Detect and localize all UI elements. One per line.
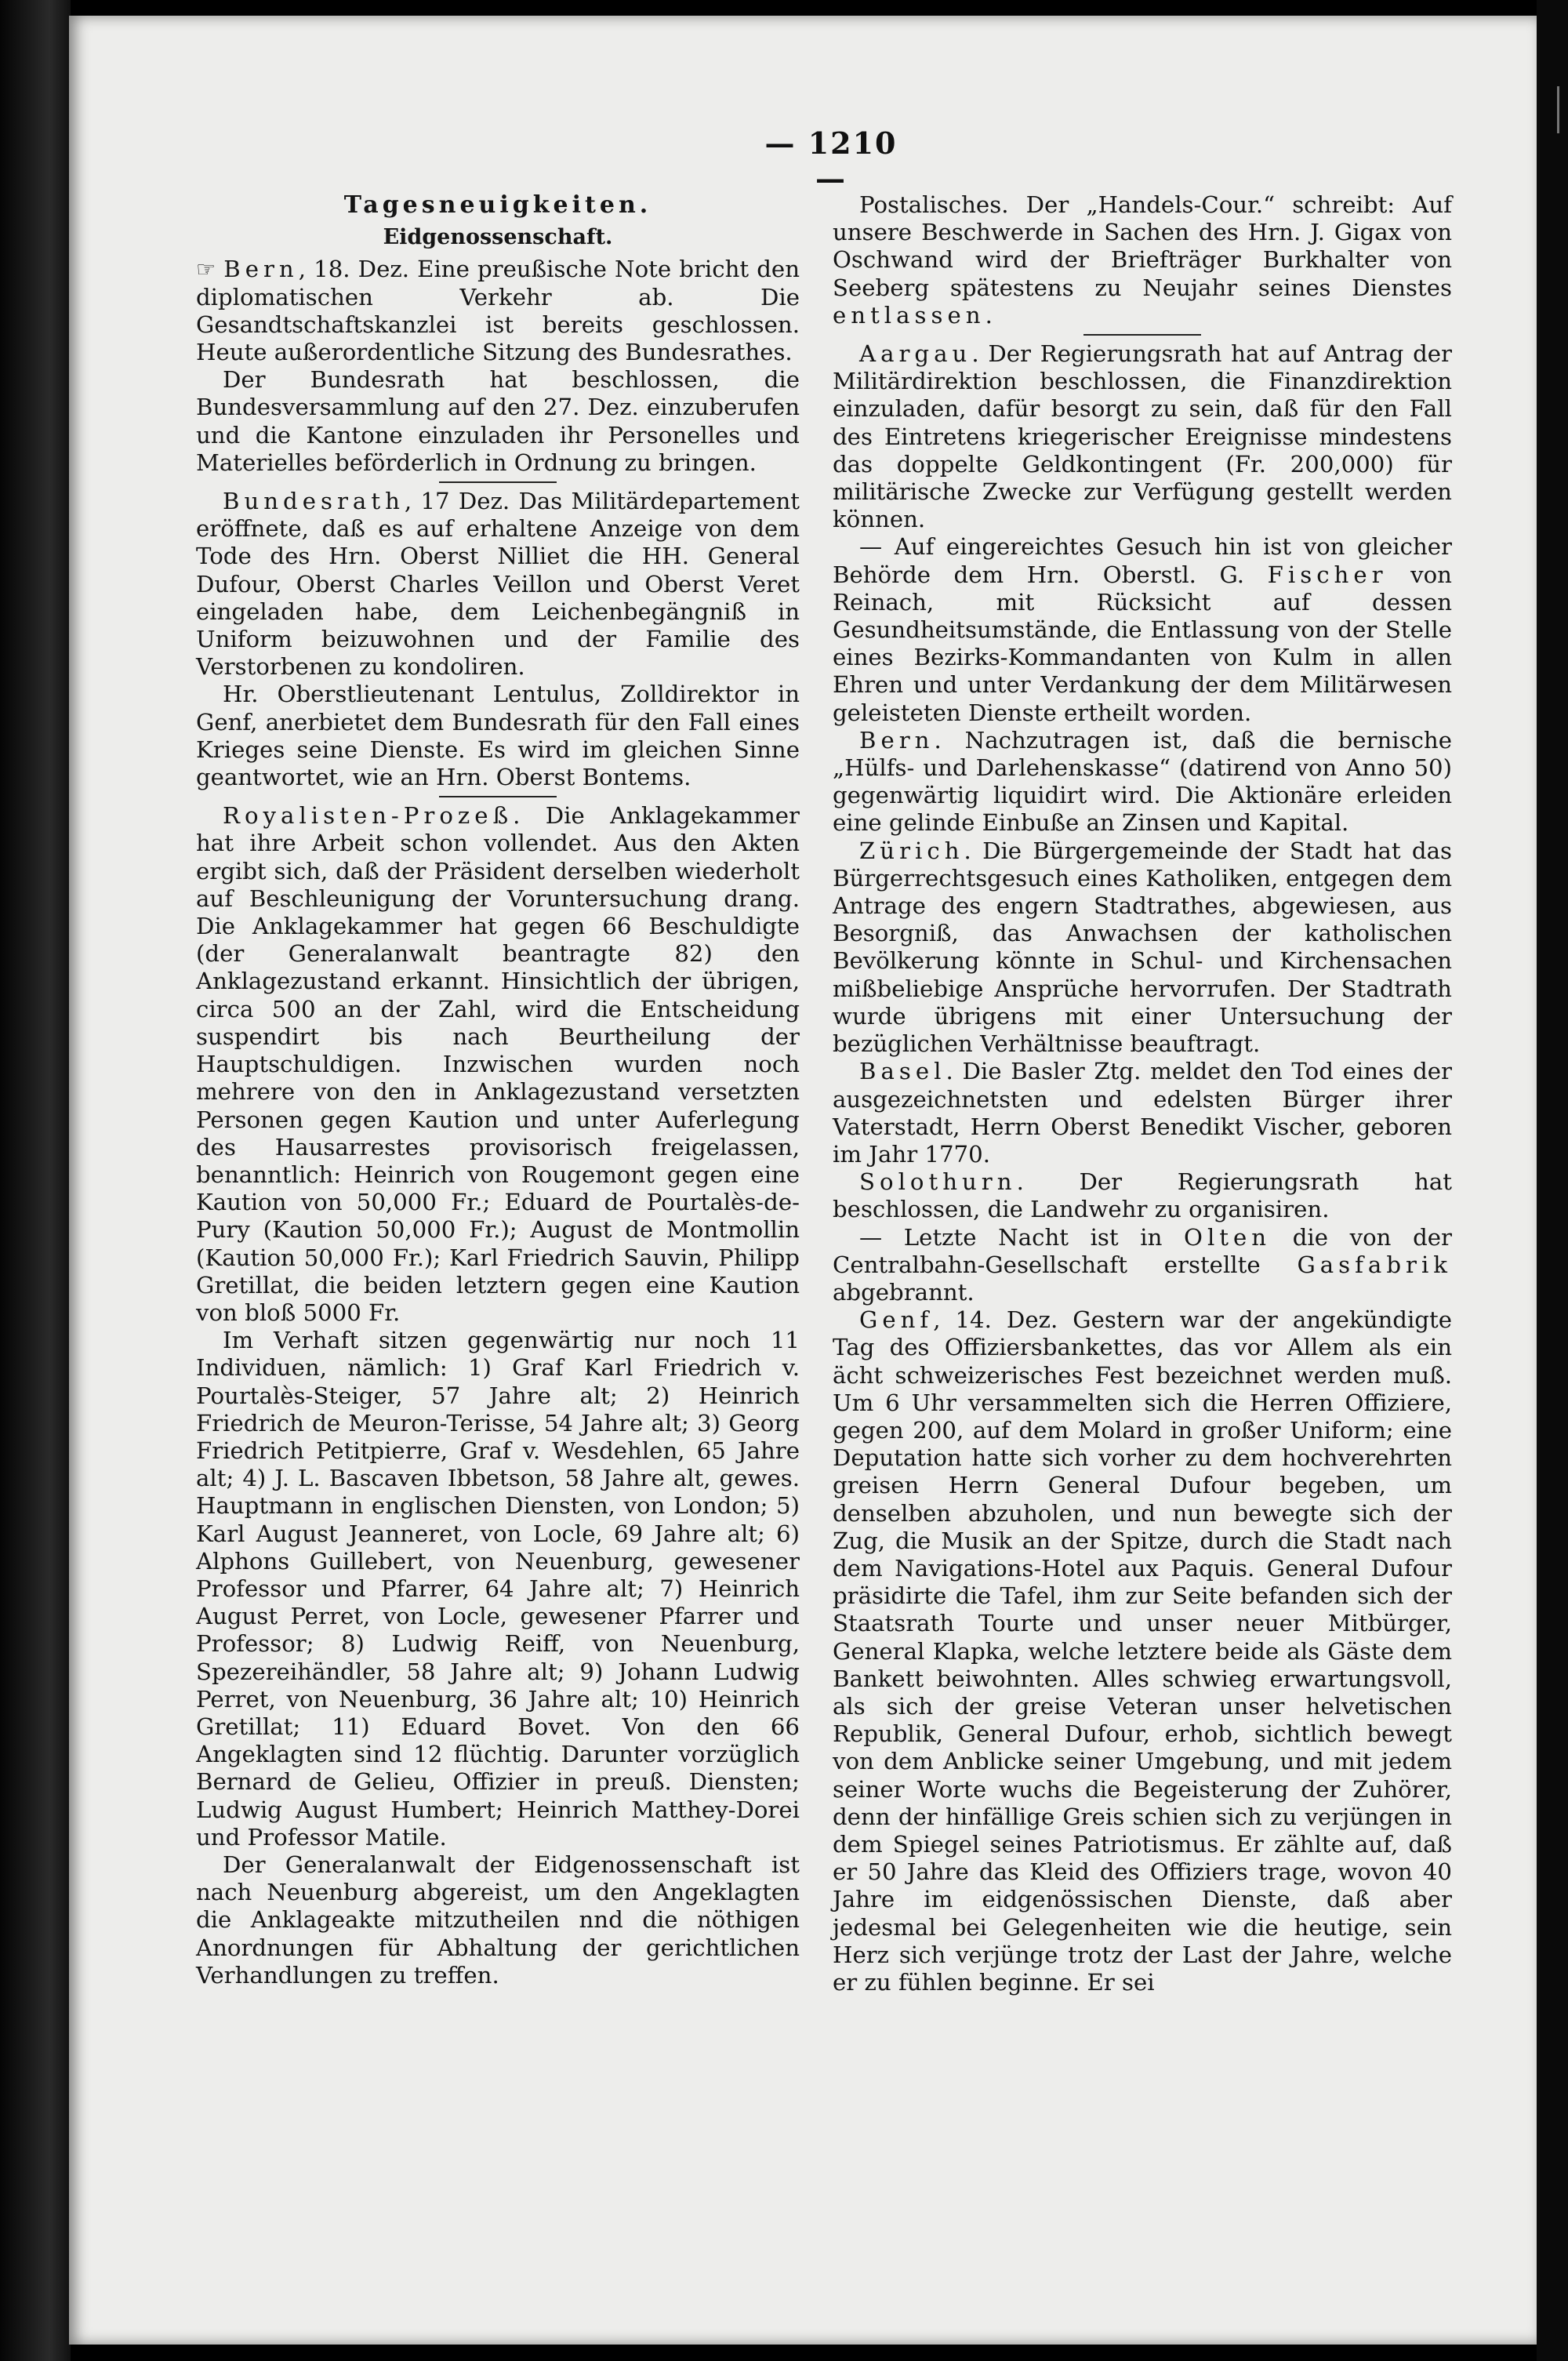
divider (439, 796, 557, 797)
article-zurich-text: . Die Bürgergemeinde der Stadt hat das Bürgerrechtsgesuch eines Katholiken, entgegen dem Antrage des engern Stadtrathes, abgewiesen, aus Besorgniß, das Anwachsen der katholischen Bevölkerung könnte in Schul- und Kirchensachen mißbeliebige Ansprüche hervorrufen. Der Stadtrath wurde übrigens mit einer Untersuchung der bezüglichen Verhältnisse beauftragt. (833, 837, 1452, 1058)
article-verhaft: Im Verhaft sitzen gegenwärtig nur noch 11 Individuen, nämlich: 1) Graf Karl Friedrich v. Pourtalès-Steiger, 57 Jahre alt; 2) Heinrich Friedrich de Meuron-Terisse, 54 Jahre alt; 3) Georg Friedrich Petitpierre, Graf v. Wesdehlen, 65 Jahre alt; 4) J. L. Bascaven Ibbetson, 58 Jahre alt, gewes. Hauptmann in englischen Diensten, von London; 5) Karl August Jeanneret, von Locle, 69 Jahre alt; 6) Alphons Guillebert, von Neuenburg, gewesener Professor und Pfarrer, 64 Jahre alt; 7) Heinrich August Perret, von Locle, gewesener Pfarrer und Professor; 8) Ludwig Reiff, von Neuenburg, Spezereihändler, 58 Jahre alt; 9) Johann Ludwig Perret, von Neuenburg, 36 Jahre alt; 10) Heinrich Gretillat; 11) Eduard Bovet. Von den 66 Angeklagten sind 12 flüchtig. Darunter vorzüglich Bernard de Gelieu, Offizier in preuß. Diensten; Ludwig August Humbert; Heinrich Matthey-Dorei und Professor Matile. (196, 1327, 800, 1851)
article-olten-text-a: — Letzte Nacht ist in (859, 1223, 1163, 1251)
article-solothurn-text: . Der Regierungsrath hat beschlossen, die Landwehr zu organisiren. (833, 1168, 1452, 1223)
section-title: Tagesneuigkeiten. (343, 191, 652, 219)
article-bern-2-text: . Nachzutragen ist, daß die bernische „Hülfs- und Darlehenskasse“ (datirend von Anno 50) gegenwärtig liquidirt wird. Die Aktionäre erleiden eine gelinde Einbuße an Zinsen und Kapital. (833, 726, 1452, 837)
place-olten: Olten (1184, 1223, 1272, 1251)
page-number: — 1210 — (764, 125, 898, 196)
article-postalisches-end: entlassen. (833, 301, 997, 329)
place-bern: Bern (223, 256, 299, 283)
divider (439, 481, 557, 483)
pointing-hand-icon: ☞ (196, 256, 216, 283)
page-right-edge (1537, 0, 1568, 2361)
divider (1083, 334, 1201, 336)
word-gasfabrik: Gasfabrik (1297, 1251, 1452, 1278)
article-basel-text: . Die Basler Ztg. meldet den Tod eines der ausgezeichnetsten und edelsten Bürger ihrer Vaterstadt, Herrn Oberst Benedikt Vischer, geboren im Jahr 1770. (833, 1058, 1452, 1168)
place-genf: Genf (859, 1306, 934, 1334)
article-basel (833, 1058, 1452, 1168)
article-bundesrath-1: Der Bundesrath hat beschlossen, die Bundesversammlung auf den 27. Dez. einzuberufen und die Kantone einzuladen ihr Personelles und Materielles beförderlich in Ordnung zu bringen. (196, 366, 800, 476)
article-royalisten (196, 802, 800, 1327)
place-aargau: Aargau (859, 340, 972, 368)
article-aargau-2-text-b: von Reinach, mit Rücksicht auf dessen Gesundheitsumstände, die Entlassung von der Stelle eines Bezirks-Kommandanten von Kulm in allen Ehren und unter Verdankung der dem Militärwesen geleisteten Dienste ertheilt worden. (833, 561, 1452, 726)
place-postalisches: Postalisches (859, 191, 1002, 218)
subsection-title: Eidgenossenschaft. (383, 225, 613, 250)
article-bundesrath-2 (196, 488, 800, 681)
article-bundesrath-2-text: , 17 Dez. Das Militärdepartement eröffnete, daß es auf erhaltene Anzeige von dem Tode des Hrn. Oberst Nilliet die HH. General Dufour, Oberst Charles Veillon und Oberst Veret eingeladen habe, dem Leichenbegängniß in Uniform beizuwohnen und der Familie des Verstorbenen zu kondoliren. (196, 488, 800, 681)
article-generalanwalt: Der Generalanwalt der Eidgenossenschaft ist nach Neuenburg abgereist, um den Angeklagten die Anklageakte mitzutheilen nnd die nöthigen Anordnungen für Abhaltung der gerichtlichen Verhandlungen zu treffen. (196, 1851, 800, 1989)
article-lentulus: Hr. Oberstlieutenant Lentulus, Zolldirektor in Genf, anerbietet dem Bundesrath für den Fall eines Krieges seine Dienste. Es wird im gleichen Sinne geantwortet, wie an Hrn. Oberst Bontems. (196, 681, 800, 791)
article-postalisches (833, 191, 1452, 329)
place-bundesrath: Bundesrath (223, 488, 405, 515)
article-postalisches-text: . Der „Handels-Cour.“ schreibt: Auf unsere Beschwerde in Sachen des Hrn. J. Gigax von Oschwand wird der Briefträger Burkhalter von Seeberg spätestens zu Neujahr seines Dienstes (833, 191, 1452, 301)
article-olten-text-b: die von der Centralbahn-Gesellschaft erstellte (833, 1223, 1453, 1278)
name-fischer: Fischer (1267, 561, 1388, 588)
place-solothurn: Solothurn (859, 1168, 1017, 1196)
article-zurich (833, 837, 1452, 1059)
place-basel: Basel (859, 1058, 946, 1085)
book-binding (0, 0, 71, 2361)
article-aargau (833, 340, 1452, 533)
article-bern (196, 256, 800, 366)
article-aargau-2-text-a: — Auf eingereichtes Gesuch hin ist von gleicher Behörde dem Hrn. Oberstl. G. (833, 533, 1452, 588)
article-olten-text-c: abgebrannt. (833, 1278, 975, 1306)
right-column (833, 191, 1452, 1996)
article-solothurn (833, 1168, 1452, 1223)
article-bern-text: , 18. Dez. Eine preußische Note bricht den diplomatischen Verkehr ab. Die Gesandtschaftskanzlei ist bereits geschlossen. Heute außerordentliche Sitzung des Bundesrathes. (196, 256, 800, 366)
article-aargau-2 (833, 533, 1452, 726)
left-column (196, 191, 800, 1989)
article-royalisten-text: . Die Anklagekammer hat ihre Arbeit schon vollendet. Aus den Akten ergibt sich, daß der Präsident derselben wiederholt auf Beschleunigung der Voruntersuchung drang. Die Anklagekammer hat gegen 66 Beschuldigte (der Generalanwalt beantragte 82) den Anklagezustand erkannt. Hinsichtlich der übrigen, circa 500 an der Zahl, wird die Entscheidung suspendirt bis nach Beurtheilung der Hauptschuldigen. Inzwischen wurden noch mehrere von den in Anklagezustand versetzten Personen gegen Kaution und unter Auferlegung des Hausarrestes provisorisch freigelassen, benanntlich: Heinrich von Rougemont gegen eine Kaution von 50,000 Fr.; Eduard de Pourtalès-de-Pury (Kaution 50,000 Fr.); August de Montmollin (Kaution 50,000 Fr.); Karl Friedrich Sauvin, Philipp Gretillat, die beiden letztern gegen eine Kaution von bloß 5000 Fr. (196, 802, 800, 1326)
article-aargau-text: . Der Regierungsrath hat auf Antrag der Militärdirektion beschlossen, die Finanzdirektion einzuladen, dafür besorgt zu sein, daß für den Fall des Eintretens kriegerischer Ereignisse mindestens das doppelte Geldkontingent (Fr. 200,000) für militärische Zwecke zur Verfügung gestellt werden können. (833, 340, 1452, 533)
article-olten (833, 1224, 1452, 1307)
place-zurich: Zürich (859, 837, 964, 864)
article-genf-text: , 14. Dez. Gestern war der angekündigte Tag des Offiziersbankettes, das vor Allem als ein ächt schweizerisches Fest bezeichnet werden muß. Um 6 Uhr versammelten sich die Herren Offiziere, gegen 200, auf dem Molard in großer Uniform; eine Deputation hatte sich vorher zu dem hochverehrten greisen Herrn General Dufour begeben, um denselben abzuholen, und nun bewegte sich der Zug, die Musik an der Spitze, durch die Stadt nach dem Navigations-Hotel aux Paquis. General Dufour präsidirte die Tafel, ihm zur Seite befanden sich der Staatsrath Tourte und unser neuer Mitbürger, General Klapka, welche letztere beide als Gäste dem Bankett beiwohnten. Alles schwieg erwartungsvoll, als sich der greise Veteran unser helvetischen Republik, General Dufour, erhob, sichtlich bewegt von dem Anblicke seiner Umgebung, und mit jedem seiner Worte wuchs die Begeisterung der Zuhörer, denn der hinfällige Greis schien sich zu verjüngen in dem Spiegel seines Patriotismus. Er zählte auf, daß er 50 Jahre das Kleid des Offiziers trage, wovon 40 Jahre im eidgenössischen Dienste, daß aber jedesmal bei Gelegenheiten wie die heutige, sein Herz sich verjünge trotz der Last der Jahre, welche er zu fühlen beginne. Er sei (833, 1306, 1452, 1996)
place-bern-2: Bern (859, 726, 935, 754)
page-header (0, 125, 1568, 196)
article-genf (833, 1306, 1452, 1996)
article-bern-2 (833, 727, 1452, 837)
place-royalisten: Royalisten-Prozeß (223, 802, 514, 830)
